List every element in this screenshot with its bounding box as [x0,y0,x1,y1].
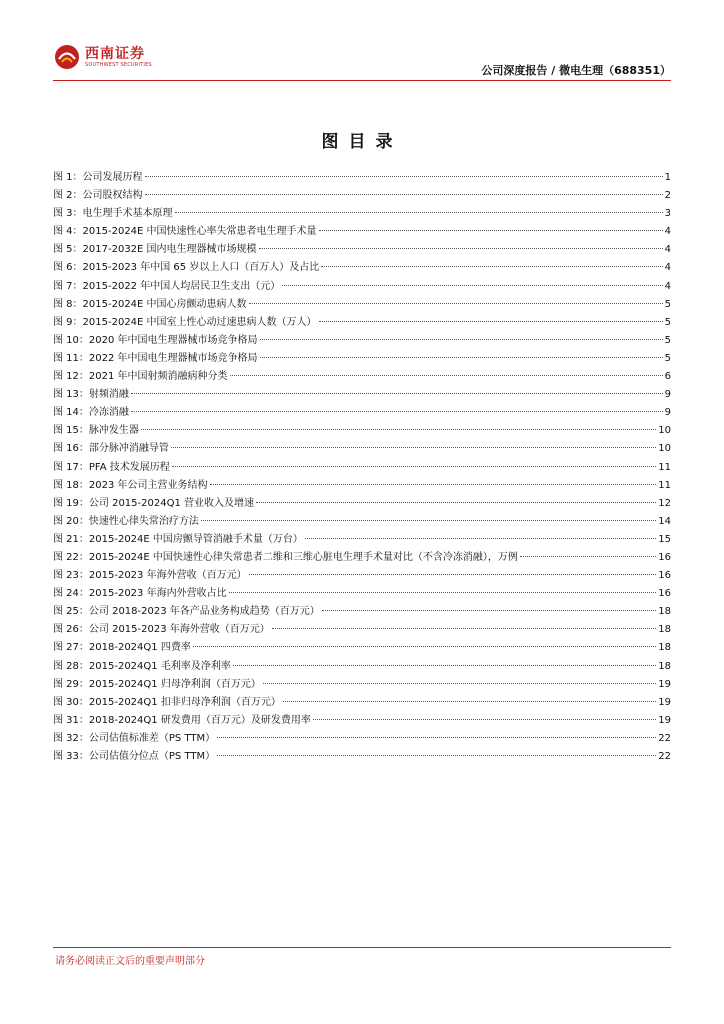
toc-leader-dots [230,375,663,376]
toc-leader-dots [175,212,663,213]
toc-leader-dots [210,484,657,485]
brand-logo [54,44,152,70]
toc-leader-dots [259,248,663,249]
toc-entry-title[interactable]: 图 30：2015-2024Q1 扣非归母净利润（百万元） [53,696,281,708]
toc-entry[interactable] [53,639,671,657]
toc-entry-title[interactable]: 图 33：公司估值分位点（PS TTM） [53,751,216,762]
toc-entry[interactable] [53,169,671,187]
toc-entry-page[interactable]: 4 [664,280,671,292]
toc-entry-page[interactable]: 12 [658,497,671,509]
toc-entry-page[interactable]: 9 [664,407,671,419]
toc-leader-dots [305,538,656,539]
toc-entry[interactable] [53,694,671,712]
brand-logo-icon [54,44,80,70]
toc-entry-title[interactable]: 图 22：2015-2024E 中国快速性心律失常患者二维和三维心脏电生理手术量对比（不含冷冻消融），万例 [53,551,518,563]
toc-entry[interactable] [53,549,671,567]
toc-entry[interactable] [53,712,671,730]
toc-entry-title[interactable]: 图 12：2021 年中国射频消融病种分类 [53,371,228,383]
brand-name-cn: 西南证券 [85,45,145,62]
toc-entry[interactable] [53,368,671,386]
toc-entry-page[interactable]: 18 [658,642,671,654]
toc-entry[interactable] [53,187,671,205]
toc-entry[interactable] [53,567,671,585]
toc-entry-page[interactable]: 14 [658,515,671,527]
toc-leader-dots [172,466,656,467]
toc-entry[interactable] [53,658,671,676]
toc-entry-page[interactable]: 16 [658,588,671,600]
toc-entry[interactable] [53,259,671,277]
toc-entry-title[interactable]: 图 1：公司发展历程 [53,172,143,183]
toc-leader-dots [260,357,663,358]
toc-entry[interactable] [53,241,671,259]
toc-entry[interactable] [53,748,671,766]
toc-leader-dots [171,447,656,448]
toc-entry-page[interactable]: 5 [664,334,671,346]
toc-leader-dots [217,755,656,756]
toc-entry-page[interactable]: 18 [658,660,671,672]
toc-entry-page[interactable]: 5 [664,316,671,328]
toc-entry-title[interactable]: 图 5：2017-2032E 国内电生理器械市场规模 [53,244,257,256]
toc-entry-title[interactable]: 图 14：冷冻消融 [53,407,129,419]
toc-entry-title[interactable]: 图 24：2015-2023 年海内外营收占比 [53,588,227,600]
toc-entry-page[interactable]: 15 [658,533,671,545]
toc-entry-page[interactable]: 6 [664,371,671,383]
toc-entry[interactable] [53,585,671,603]
toc-entry-title[interactable]: 图 27：2018-2024Q1 四费率 [53,642,191,654]
toc-leader-dots [282,285,662,286]
toc-entry-page[interactable]: 5 [664,352,671,364]
page-title: 图目录 [321,132,403,152]
toc-leader-dots [131,411,663,412]
toc-entry-title[interactable]: 图 18：2023 年公司主营业务结构 [53,479,208,491]
toc-leader-dots [233,665,656,666]
toc-entry-page[interactable]: 19 [658,678,671,690]
toc-entry[interactable] [53,314,671,332]
toc-entry-page[interactable]: 19 [658,714,671,726]
toc-entry-page[interactable]: 5 [664,298,671,310]
header-divider [53,80,671,81]
toc-entry-page[interactable]: 11 [658,461,671,473]
toc-entry-title[interactable]: 图 15：脉冲发生器 [53,425,139,437]
toc-leader-dots [520,556,656,557]
toc-entry-page[interactable]: 1 [664,172,671,183]
toc-entry[interactable] [53,296,671,314]
toc-entry[interactable] [53,459,671,477]
toc-leader-dots [193,646,656,647]
toc-entry-title[interactable]: 图 23：2015-2023 年海外营收（百万元） [53,570,247,582]
toc-entry-title[interactable]: 图 10：2020 年中国电生理器械市场竞争格局 [53,334,258,346]
toc-entry-title[interactable]: 图 16：部分脉冲消融导管 [53,443,169,455]
toc-entry-page[interactable]: 18 [658,606,671,618]
toc-entry-page[interactable]: 4 [664,226,671,238]
toc-entry-page[interactable]: 2 [664,190,671,202]
toc-entry-page[interactable]: 22 [658,751,671,762]
toc-entry-page[interactable]: 16 [658,551,671,563]
brand-name-en: SOUTHWEST SECURITIES [85,61,152,68]
toc-leader-dots [249,574,657,575]
toc-entry-title[interactable]: 图 26：公司 2015-2023 年海外营收（百万元） [53,624,270,636]
toc-entry-title[interactable]: 图 28：2015-2024Q1 毛利率及净利率 [53,660,231,672]
toc-leader-dots [141,429,656,430]
toc-entry-title[interactable]: 图 11：2022 年中国电生理器械市场竞争格局 [53,352,258,364]
toc-leader-dots [131,393,663,394]
toc-entry-title[interactable]: 图 13：射频消融 [53,389,129,401]
toc-leader-dots [283,701,656,702]
toc-entry-page[interactable]: 10 [658,443,671,455]
toc-entry[interactable] [53,513,671,531]
toc-entry-title[interactable]: 图 29：2015-2024Q1 归母净利润（百万元） [53,678,261,690]
toc-leader-dots [260,339,663,340]
toc-entry-title[interactable]: 图 20：快速性心律失常治疗方法 [53,515,199,527]
toc-entry-page[interactable]: 16 [658,570,671,582]
toc-entry-page[interactable]: 19 [658,696,671,708]
report-title: 公司深度报告 / 微电生理（688351） [481,64,671,77]
footer-disclaimer: 请务必阅读正文后的重要声明部分 [55,956,205,967]
toc-entry-page[interactable]: 18 [658,624,671,636]
toc-entry-page[interactable]: 3 [664,208,671,220]
toc-entry[interactable] [53,332,671,350]
toc-entry[interactable] [53,603,671,621]
toc-entry-page[interactable]: 10 [658,425,671,437]
toc-leader-dots [145,194,663,195]
toc-leader-dots [322,610,656,611]
toc-entry-title[interactable]: 图 6：2015-2023 年中国 65 岁以上人口（百万人）及占比 [53,262,320,274]
figure-list [53,169,671,766]
toc-entry-page[interactable]: 4 [664,262,671,274]
toc-leader-dots [217,737,656,738]
toc-entry-page[interactable]: 4 [664,244,671,256]
toc-entry[interactable] [53,404,671,422]
toc-entry-page[interactable]: 22 [658,732,671,744]
toc-leader-dots [319,230,663,231]
toc-entry[interactable] [53,278,671,296]
toc-entry-title[interactable]: 图 25：公司 2018-2023 年各产品业务构成趋势（百万元） [53,606,320,618]
toc-entry-page[interactable]: 11 [658,479,671,491]
toc-entry-title[interactable]: 图 4：2015-2024E 中国快速性心率失常患者电生理手术量 [53,226,317,238]
toc-entry-title[interactable]: 图 31：2018-2024Q1 研发费用（百万元）及研发费用率 [53,714,311,726]
toc-entry-title[interactable]: 图 7：2015-2022 年中国人均居民卫生支出（元） [53,280,281,292]
toc-entry-page[interactable]: 9 [664,389,671,401]
toc-entry-title[interactable]: 图 21：2015-2024E 中国房颤导管消融手术量（万台） [53,533,303,545]
toc-entry[interactable] [53,422,671,440]
toc-entry[interactable] [53,621,671,639]
toc-entry[interactable] [53,440,671,458]
toc-leader-dots [201,520,656,521]
toc-entry[interactable] [53,386,671,404]
toc-entry[interactable] [53,477,671,495]
toc-entry[interactable] [53,531,671,549]
toc-leader-dots [313,719,656,720]
footer-divider [53,947,671,948]
toc-leader-dots [272,628,656,629]
toc-entry[interactable] [53,223,671,241]
toc-entry-title[interactable]: 图 8：2015-2024E 中国心房颤动患病人数 [53,298,247,310]
toc-entry-title[interactable]: 图 2：公司股权结构 [53,190,143,202]
toc-leader-dots [263,683,656,684]
toc-entry-title[interactable]: 图 17：PFA 技术发展历程 [53,461,170,473]
toc-entry-title[interactable]: 图 9：2015-2024E 中国室上性心动过速患病人数（万人） [53,316,317,328]
toc-leader-dots [256,502,656,503]
toc-leader-dots [145,176,663,177]
toc-entry[interactable] [53,495,671,513]
toc-entry-title[interactable]: 图 19：公司 2015-2024Q1 营业收入及增速 [53,497,255,509]
toc-entry[interactable] [53,730,671,748]
toc-leader-dots [249,303,663,304]
toc-leader-dots [229,592,657,593]
toc-entry-title[interactable]: 图 32：公司估值标准差（PS TTM） [53,732,216,744]
toc-entry-title[interactable]: 图 3：电生理手术基本原理 [53,208,173,220]
toc-leader-dots [321,266,662,267]
toc-entry[interactable] [53,350,671,368]
toc-entry[interactable] [53,205,671,223]
toc-leader-dots [319,321,663,322]
toc-entry[interactable] [53,676,671,694]
